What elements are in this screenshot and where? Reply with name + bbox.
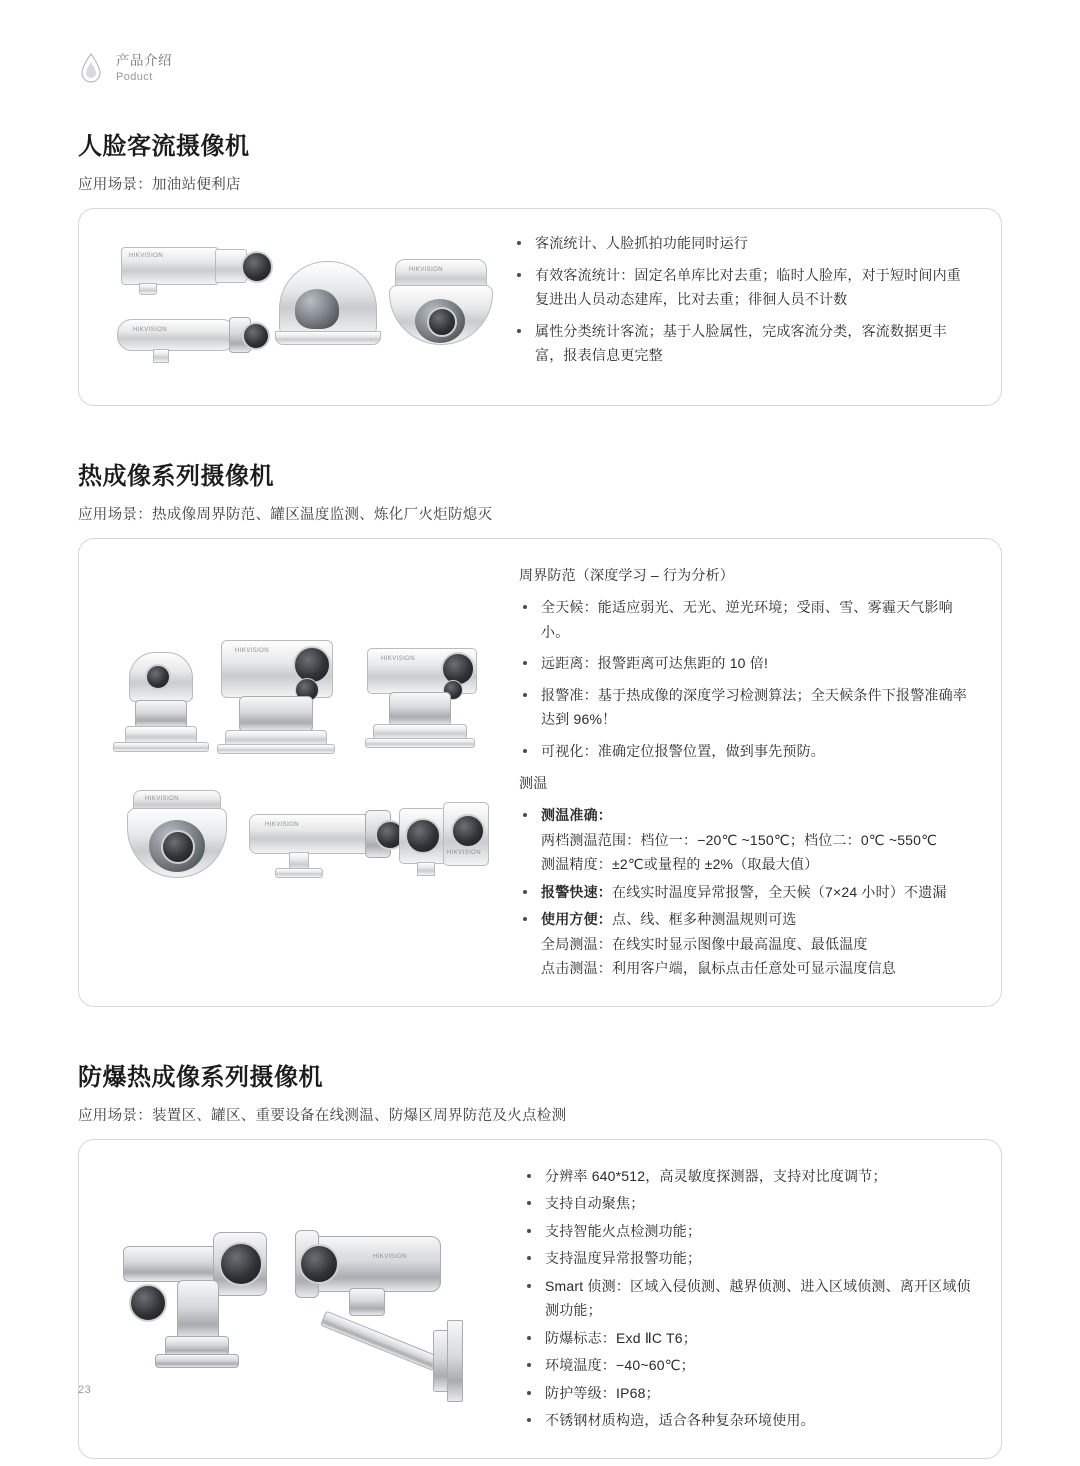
page-header [78,0,1002,86]
feature-group-heading: 周界防范（深度学习 – 行为分析） [519,567,734,583]
product-features-3 [513,1140,1001,1458]
list-item: 支持温度异常报警功能； [523,1246,975,1271]
list-item: 可视化：准确定位报警位置，做到事先预防。 [519,739,975,764]
section-subtitle: 应用场景：加油站便利店 [78,177,241,193]
feature-list-temperature [519,803,975,981]
header-title-en: Poduct [116,71,153,84]
section-title: 热成像系列摄像机 [78,463,274,490]
item-lead: 测温准确： [541,807,612,823]
product-image-group-1: HIKVISION HIKVISION HIKVISION [79,209,503,405]
feature-group-heading: 测温 [519,775,548,791]
list-item: 不锈钢材质构造，适合各种复杂环境使用。 [523,1408,975,1433]
list-item: 支持智能火点检测功能； [523,1219,975,1244]
item-line: 两档测温范围：档位一：−20℃ ~150℃；档位二：0℃ ~550℃ [541,831,938,848]
item-lead: 使用方便： [541,911,612,927]
section-title: 人脸客流摄像机 [78,133,250,160]
list-item: 远距离：报警距离可达焦距的 10 倍! [519,651,975,676]
section-title: 防爆热成像系列摄像机 [78,1063,323,1091]
list-item: 防爆标志：Exd ⅡC T6； [523,1326,975,1351]
list-item [519,880,975,905]
feature-list-perimeter [519,595,975,763]
list-item [519,907,975,981]
feature-list [513,231,975,368]
item-text: 在线实时温度异常报警，全天候（7×24 小时）不遗漏 [612,883,947,900]
item-line: 点击测温：利用客户端，鼠标点击任意处可显示温度信息 [541,960,896,976]
product-features-2 [509,539,1001,1006]
product-features-1 [503,209,1001,405]
section-subtitle: 应用场景：装置区、罐区、重要设备在线测温、防爆区周界防范及火点检测 [78,1107,567,1124]
list-item: 有效客流统计：固定名单库比对去重；临时人脸库，对于短时间内重复进出人员动态建库，比对去重；徘徊人员不计数 [513,263,975,312]
list-item: 防护等级：IP68； [523,1381,975,1406]
product-image-group-3: HIKVISION [79,1140,513,1458]
section-explosion-proof-thermal [78,1057,1002,1459]
list-item: 分辨率 640*512，高灵敏度探测器，支持对比度调节； [523,1164,975,1189]
list-item: 支持自动聚焦； [523,1191,975,1216]
product-card [78,538,1002,1007]
list-item: 全天候：能适应弱光、无光、逆光环境；受雨、雪、雾霾天气影响小。 [519,595,975,644]
list-item: 环境温度：−40~60℃； [523,1353,975,1378]
item-lead: 报警快速： [541,883,612,900]
list-item [519,803,975,877]
product-card [78,1139,1002,1459]
section-subtitle: 应用场景：热成像周界防范、罐区温度监测、炼化厂火炬防熄灭 [78,507,493,523]
section-thermal-cameras [78,456,1002,1007]
item-line: 测温精度：±2℃或量程的 ±2%（取最大值） [541,856,819,872]
feature-list [523,1164,975,1433]
item-line: 全局测温：在线实时显示图像中最高温度、最低温度 [541,935,868,952]
page-number: 23 [78,1384,92,1396]
section-face-passenger-flow [78,126,1002,406]
item-text: 点、线、框多种测温规则可选 [612,911,797,927]
list-item: Smart 侦测：区域入侵侦测、越界侦测、进入区域侦测、离开区域侦测功能； [523,1274,975,1323]
list-item: 属性分类统计客流；基于人脸属性，完成客流分类，客流数据更丰富，报表信息更完整 [513,319,975,368]
list-item: 报警准：基于热成像的深度学习检测算法；全天候条件下报警准确率达到 96%！ [519,683,975,732]
water-drop-icon [78,52,104,86]
header-title-cn: 产品介绍 [116,53,172,69]
product-image-group-2: HIKVISION HIKVISION HIKVISION HIKVISION HIKVISION [79,539,509,1006]
list-item: 客流统计、人脸抓拍功能同时运行 [513,231,975,256]
product-card [78,208,1002,406]
